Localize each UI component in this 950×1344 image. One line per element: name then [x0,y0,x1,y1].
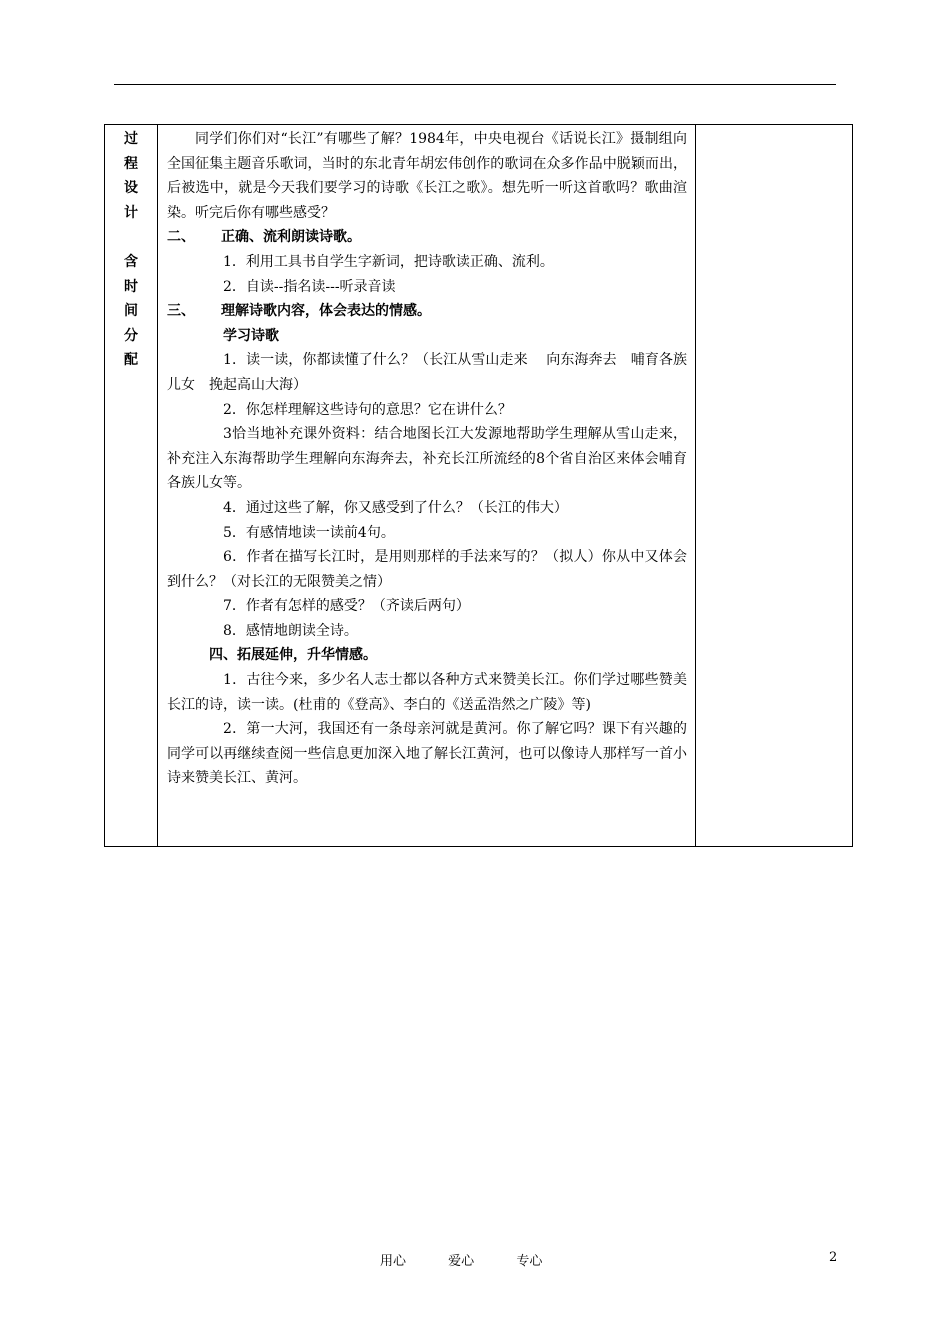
list-item: 4．通过这些了解，你又感受到了什么？（长江的伟大） [223,499,568,516]
motto-word: 爱心 [448,1254,475,1269]
sub-heading: 学习诗歌 [223,327,279,344]
lesson-plan-table [104,124,853,847]
section-heading: 四、拓展延伸，升华情感。 [209,647,377,664]
list-item: 2．第一大河，我国还有一条母亲河就是黄河。你了解它吗？课下有兴趣的同学可以再继续查阅一些信息更加深入地了解长江黄河，也可以像诗人那样写一首小诗来赞美长江、黄河。 [167,721,687,787]
notes-cell [696,125,853,847]
page-number: 2 [829,1250,838,1265]
intro-paragraph: 同学们你们对“长江”有哪些了解？1984年，中央电视台《话说长江》摄制组向全国征集主题音乐歌词，当时的东北青年胡宏伟创作的歌词在众多作品中脱颖而出，后被选中，就是今天我们要学习的诗歌《长江之歌》。想先听一听这首歌吗？歌曲渲染。听完后你有哪些感受？ [167,131,687,221]
list-item: 2．你怎样理解这些诗句的意思？它在讲什么？ [223,401,512,418]
label-char: 程 [124,155,138,172]
list-item: 6．作者在描写长江时，是用则那样的手法来写的？（拟人）你从中又体会到什么？（对长江的无限赞美之情） [167,549,687,590]
section-number: 二、 [167,229,195,246]
label-char: 设 [124,180,138,197]
label-char: 过 [124,131,138,147]
list-item: 5．有感情地读一读前4句。 [223,524,395,541]
label-char: 时 [124,278,138,295]
process-label [105,125,157,373]
section-title: 理解诗歌内容，体会表达的情感。 [221,303,431,320]
list-item: 8．感情地朗读全诗。 [223,622,358,639]
label-char: 间 [124,303,138,320]
lesson-content [158,125,695,791]
list-item: 2．自读--指名读---听录音读 [223,278,396,295]
motto-word: 用心 [380,1254,407,1269]
list-item: 1．古往今来，多少名人志士都以各种方式来赞美长江。你们学过哪些赞美长江的诗，读一读。(杜甫的《登高》、李白的《送孟浩然之广陵》等) [167,672,687,713]
process-label-cell [105,125,158,847]
label-char: 含 [124,253,138,270]
section-heading [167,299,687,324]
section-title: 正确、流利朗读诗歌。 [221,229,361,246]
section-number: 三、 [167,303,195,320]
label-char: 配 [124,352,138,369]
label-char: 分 [124,327,138,344]
label-char: 计 [124,204,138,221]
list-item: 1．利用工具书自学生字新词，把诗歌读正确、流利。 [223,253,554,270]
motto-word: 专心 [516,1254,543,1269]
section-heading [167,225,687,250]
content-cell [158,125,696,847]
list-item: 3恰当地补充课外资料：结合地图长江大发源地帮助学生理解从雪山走来，补充注入东海帮助学生理解向东海奔去，补充长江所流经的8个省自治区来体会哺育各族儿女等。 [167,426,687,492]
header-rule [114,84,836,85]
list-item: 1．读一读，你都读懂了什么？（长江从雪山走来 向东海奔去 哺育各族儿女 挽起高山大海） [167,352,687,393]
footer-motto [380,1250,580,1269]
list-item: 7．作者有怎样的感受？（齐读后两句） [223,598,470,615]
